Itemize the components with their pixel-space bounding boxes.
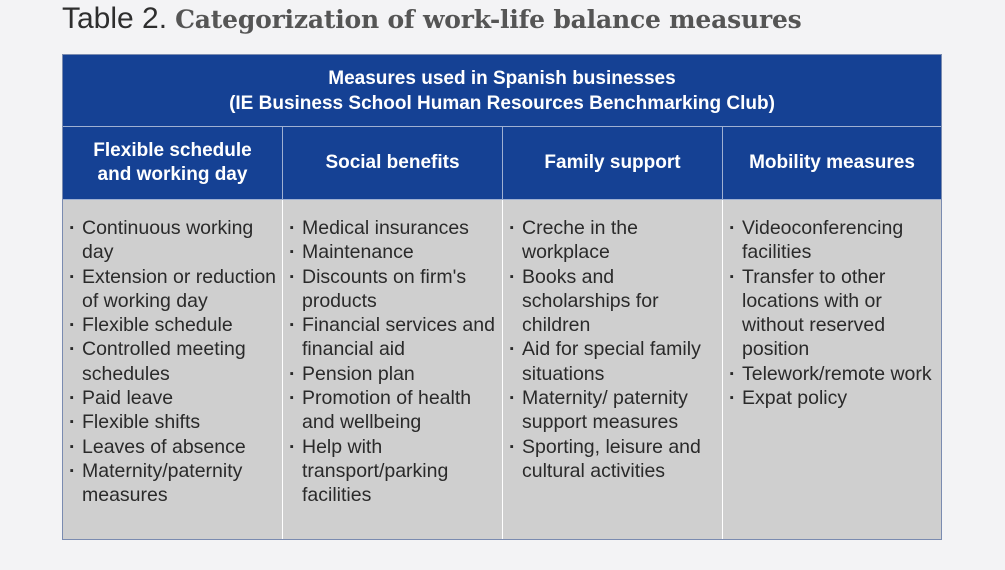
banner-line-1: Measures used in Spanish businesses xyxy=(328,67,676,89)
measures-table xyxy=(62,54,942,540)
column-header-social-benefits xyxy=(283,127,503,199)
column-headers xyxy=(63,127,941,200)
list-item: · Extension or reduction of working day xyxy=(69,265,278,314)
column-header-family-support xyxy=(503,127,723,199)
list-item: · Maternity/paternity measures xyxy=(69,459,278,508)
list-item: · Help with transport/parking facilities xyxy=(289,435,498,508)
column-header-text: Family support xyxy=(544,152,681,173)
list-item: · Pension plan xyxy=(289,362,498,386)
list-item: · Continuous working day xyxy=(69,216,278,265)
list-item: · Creche in the workplace xyxy=(509,216,718,265)
column-header-text: Mobility measures xyxy=(749,152,915,173)
table-title: Categorization of work-life balance measures xyxy=(175,5,802,34)
table-banner xyxy=(63,55,941,127)
measure-list xyxy=(69,216,278,508)
column-header-text: and working day xyxy=(97,164,248,185)
list-item: · Promotion of health and wellbeing xyxy=(289,386,498,435)
column-header-flexible-schedule xyxy=(63,127,283,199)
list-item: · Paid leave xyxy=(69,386,278,410)
list-item: · Medical insurances xyxy=(289,216,498,240)
list-item: · Financial services and financial aid xyxy=(289,313,498,362)
list-item: · Maintenance xyxy=(289,240,498,264)
column-flexible-schedule xyxy=(63,200,283,539)
column-mobility-measures xyxy=(723,200,941,539)
list-item: · Flexible shifts xyxy=(69,410,278,434)
measure-list xyxy=(729,216,937,410)
list-item: · Aid for special family situations xyxy=(509,337,718,386)
measure-list xyxy=(289,216,498,508)
list-item: · Books and scholarships for children xyxy=(509,265,718,338)
list-item: · Videoconferencing facilities xyxy=(729,216,937,265)
list-item: · Maternity/ paternity support measures xyxy=(509,386,718,435)
column-header-text: Social benefits xyxy=(325,152,460,173)
column-header-mobility-measures xyxy=(723,127,941,199)
table-caption xyxy=(62,2,802,42)
measure-list xyxy=(509,216,718,483)
list-item: · Flexible schedule xyxy=(69,313,278,337)
list-item: · Sporting, leisure and cultural activities xyxy=(509,435,718,484)
list-item: · Expat policy xyxy=(729,386,937,410)
list-item: · Controlled meeting schedules xyxy=(69,337,278,386)
list-item: · Telework/remote work xyxy=(729,362,937,386)
list-item: · Leaves of absence xyxy=(69,435,278,459)
table-number: Table 2. xyxy=(62,2,168,35)
column-social-benefits xyxy=(283,200,503,539)
list-item: · Discounts on firm's products xyxy=(289,265,498,314)
table-body xyxy=(63,200,941,539)
banner-line-2: (IE Business School Human Resources Benchmarking Club) xyxy=(229,92,775,114)
list-item: · Transfer to other locations with or without reserved position xyxy=(729,265,937,362)
column-family-support xyxy=(503,200,723,539)
column-header-text: Flexible schedule xyxy=(93,140,252,161)
